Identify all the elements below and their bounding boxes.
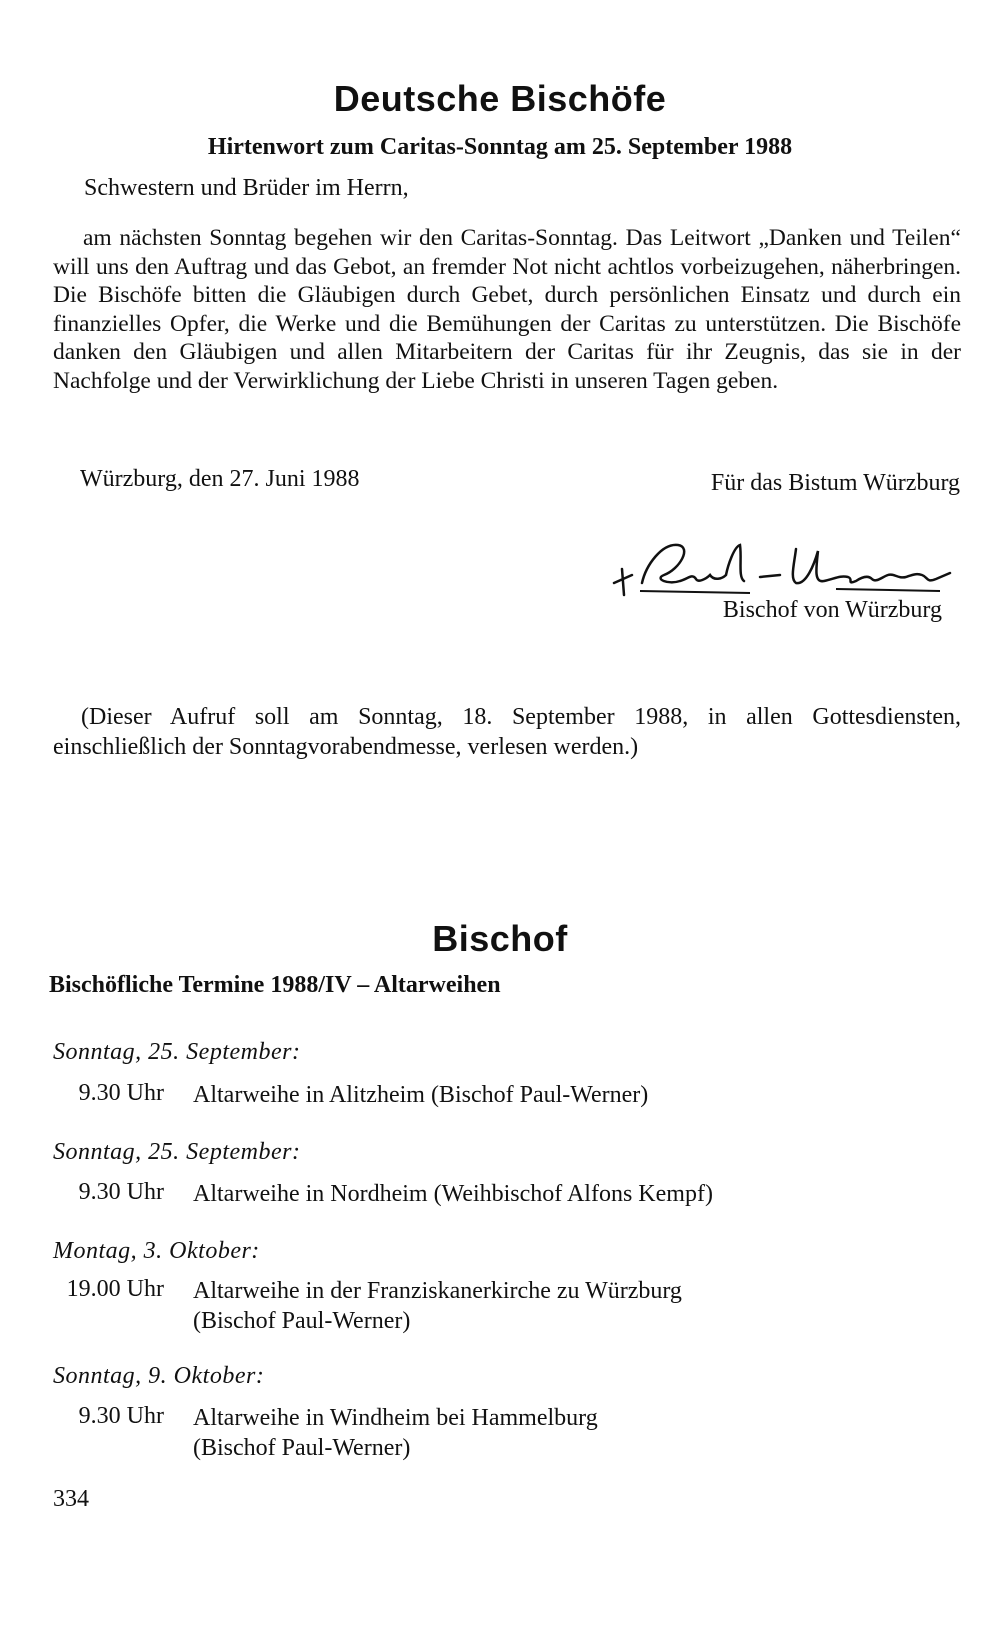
appointments-subheading: Bischöfliche Termine 1988/IV – Altarweihen xyxy=(49,972,501,998)
schedule-event: Altarweihe in Nordheim (Weihbischof Alfons Kempf) xyxy=(193,1181,713,1207)
schedule-time: 9.30 Uhr xyxy=(78,1080,164,1106)
schedule-day: Montag, 3. Oktober: xyxy=(53,1238,260,1264)
section-heading-bischof: Bischof xyxy=(432,918,568,959)
schedule-day: Sonntag, 9. Oktober: xyxy=(53,1363,265,1389)
signer-title: Bischof von Würzburg xyxy=(722,597,942,623)
page-number: 334 xyxy=(53,1486,89,1512)
schedule-event: Altarweihe in Alitzheim (Bischof Paul-Werner) xyxy=(193,1082,649,1108)
pastoral-letter-subheading: Hirtenwort zum Caritas-Sonntag am 25. September 1988 xyxy=(207,134,793,160)
schedule-event-presider: (Bischof Paul-Werner) xyxy=(193,1435,411,1461)
reading-instruction-note: (Dieser Aufruf soll am Sonntag, 18. September 1988, in allen Gottesdiensten, einschließlich der Sonntagvorabendmesse, verlesen werden.) xyxy=(53,704,961,760)
section-heading-deutsche-bischoefe: Deutsche Bischöfe xyxy=(333,78,667,119)
for-diocese-line: Für das Bistum Würzburg xyxy=(710,470,960,496)
schedule-time: 9.30 Uhr xyxy=(78,1403,164,1429)
place-and-date: Würzburg, den 27. Juni 1988 xyxy=(80,466,360,492)
schedule-event: Altarweihe in Windheim bei Hammelburg xyxy=(193,1405,598,1431)
schedule-time: 9.30 Uhr xyxy=(78,1179,164,1205)
schedule-event: Altarweihe in der Franziskanerkirche zu Würzburg xyxy=(193,1278,682,1304)
salutation: Schwestern und Brüder im Herrn, xyxy=(84,175,409,201)
schedule-day: Sonntag, 25. September: xyxy=(53,1139,301,1165)
schedule-time: 19.00 Uhr xyxy=(66,1276,164,1302)
schedule-day: Sonntag, 25. September: xyxy=(53,1039,301,1065)
signature-image xyxy=(610,535,970,605)
letter-body: am nächsten Sonntag begehen wir den Caritas-Sonntag. Das Leitwort „Danken und Teilen“ will uns den Auftrag und das Gebot, an fremder Not nicht achtlos vorbeizugehen, näherbringen. Die Bischöfe bitten die Gläubigen durch Gebet, durch persönlichen Einsatz und durch ein finanzielles Opfer, die Werke und die Bemühungen der Caritas zu unterstützen. Die Bischöfe danken den Gläubigen und allen Mitarbeitern der Caritas für ihr Zeugnis, das sie in der Nachfolge und der Verwirklichung der Liebe Christi in unseren Tagen geben. xyxy=(53,225,961,394)
schedule-event-presider: (Bischof Paul-Werner) xyxy=(193,1308,411,1334)
